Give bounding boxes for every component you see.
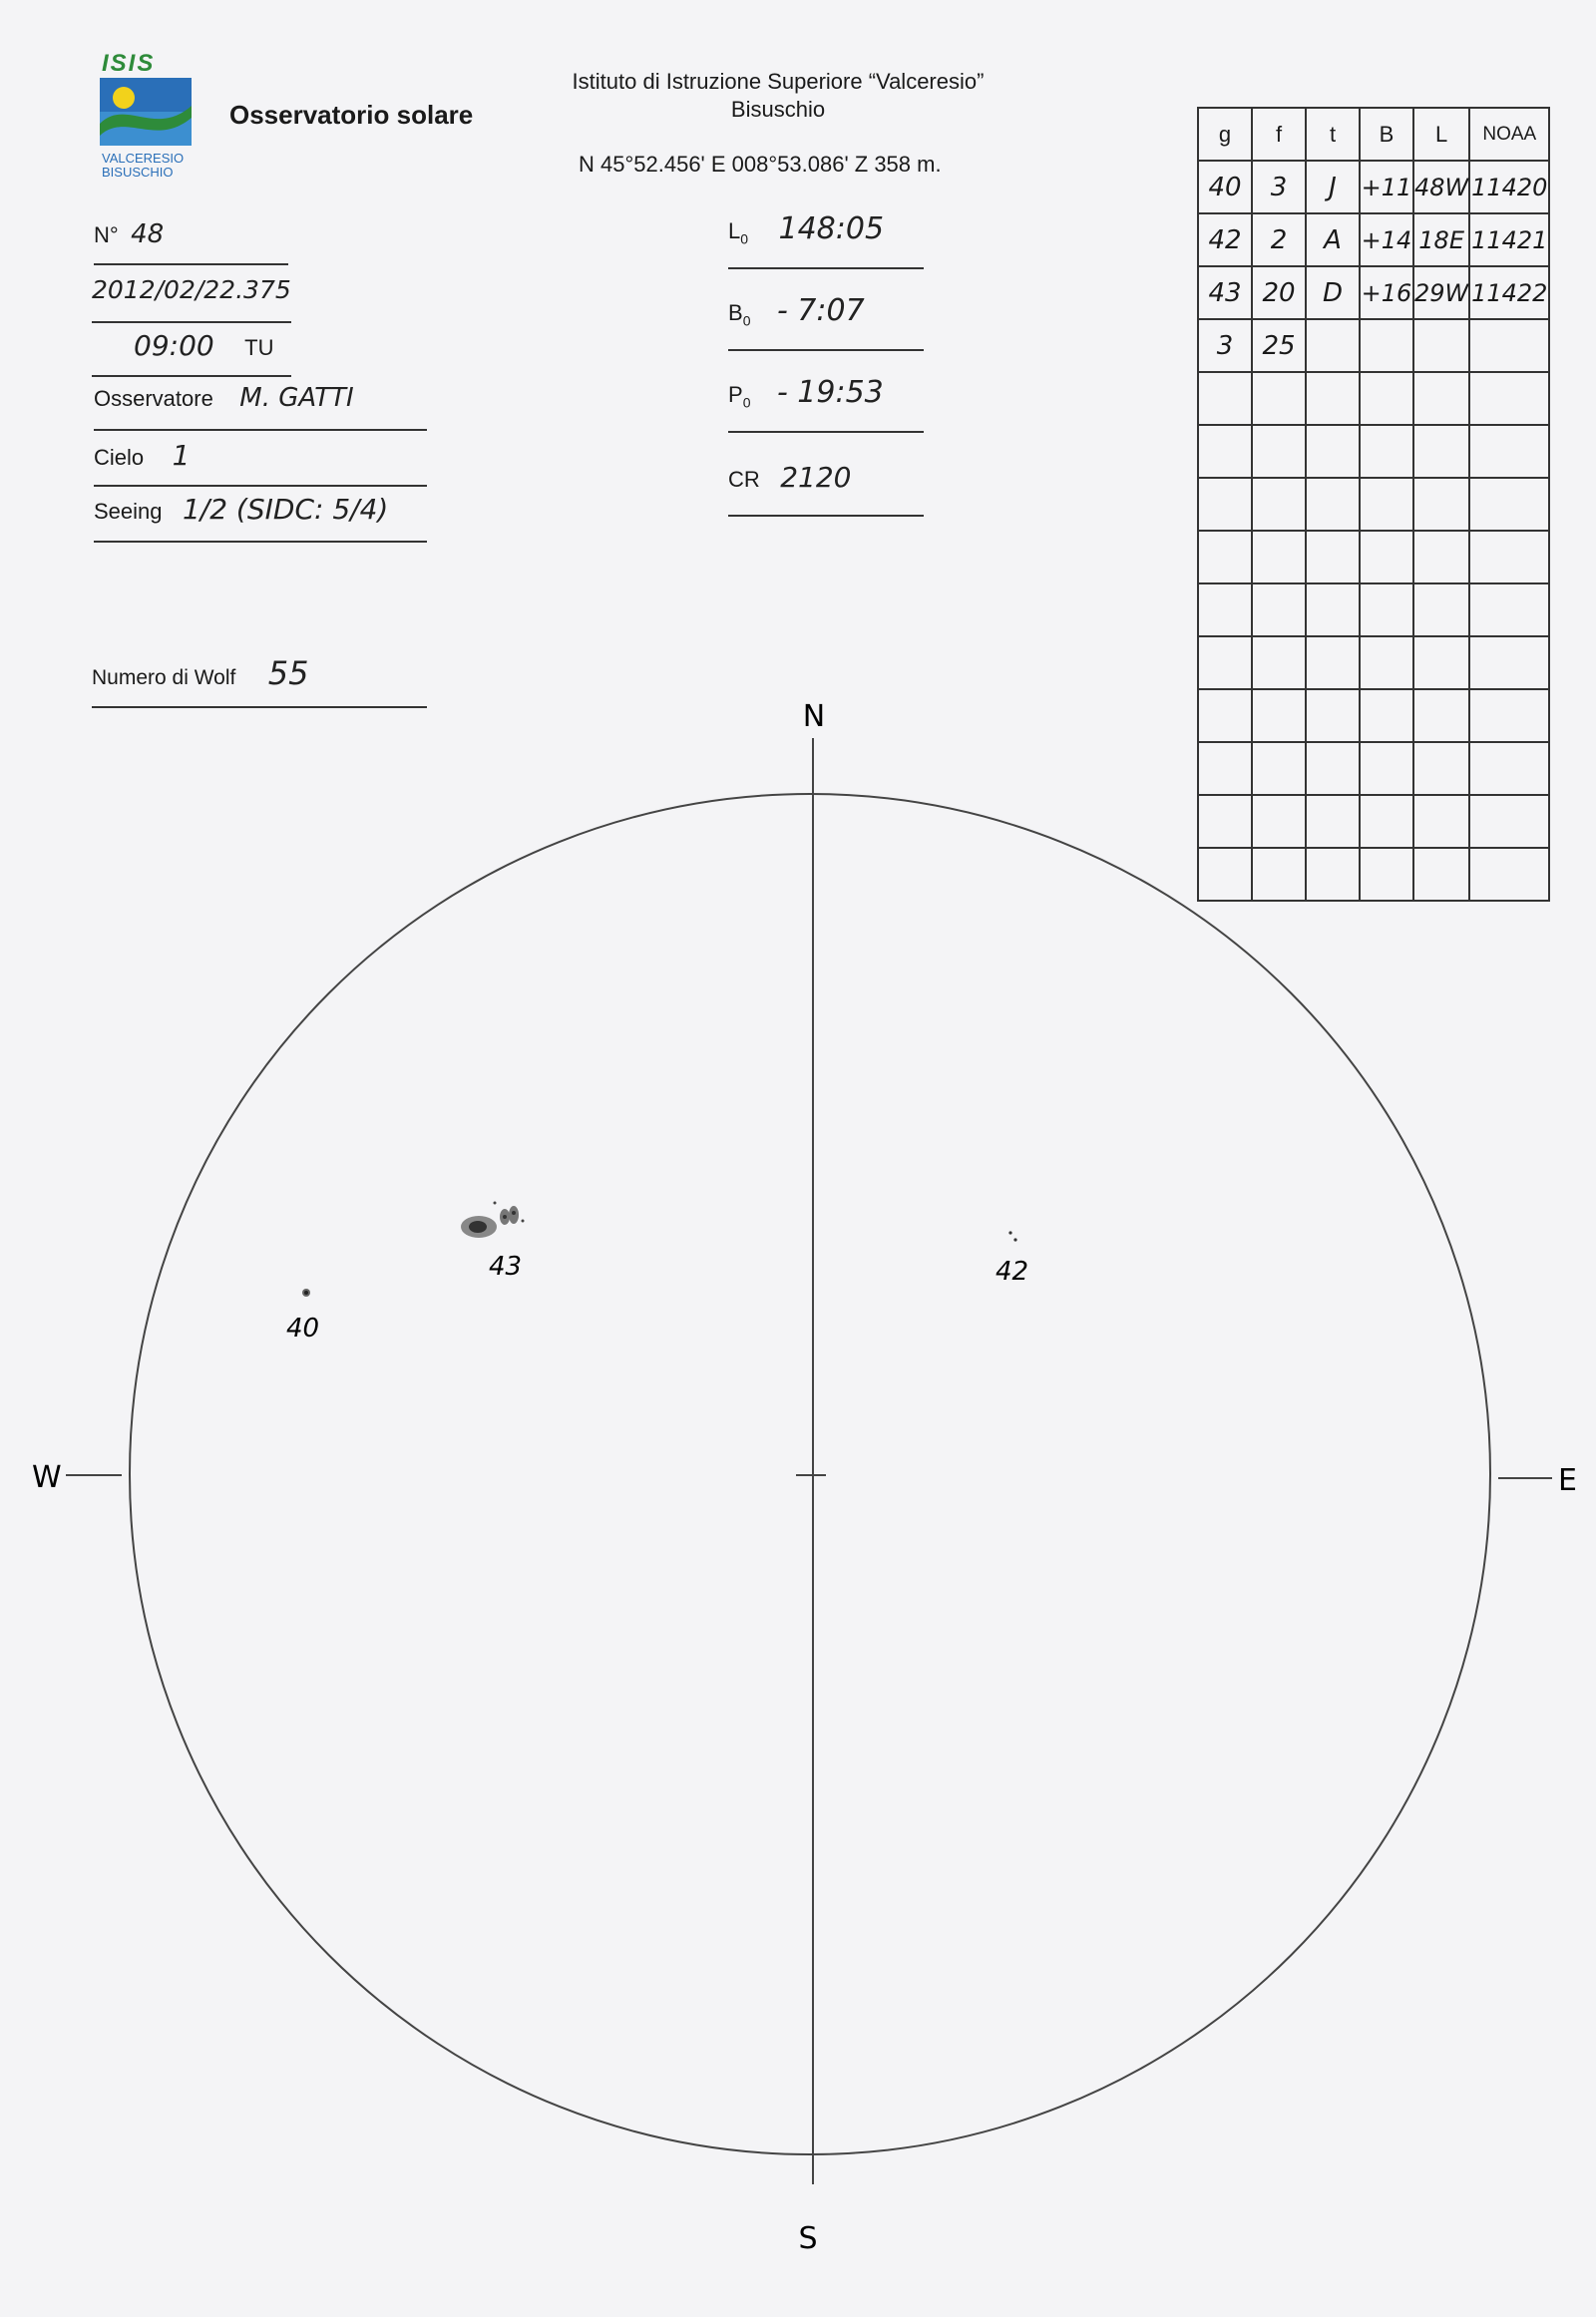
observatory-coordinates: N 45°52.456' E 008°53.086' Z 358 m. — [579, 152, 942, 177]
table-cell: +14 — [1360, 213, 1413, 266]
date-value: 2012/02/22.375 — [92, 275, 291, 304]
table-cell: 29W — [1413, 266, 1469, 319]
table-cell: 2 — [1252, 213, 1306, 266]
table-cell: D — [1306, 266, 1360, 319]
sunspot-group-40 — [302, 1289, 310, 1297]
P0-value: - 19:53 — [776, 375, 884, 410]
table-cell: 40 — [1198, 161, 1252, 213]
header-g: g — [1198, 108, 1252, 161]
CR-value: 2120 — [780, 461, 852, 494]
north-label: N — [802, 699, 826, 734]
table-cell: +16 — [1360, 266, 1413, 319]
table-cell: 11422 — [1469, 266, 1549, 319]
institute-line-1: Istituto di Istruzione Superiore “Valceresio” — [572, 69, 985, 94]
table-cell: 25 — [1252, 319, 1306, 372]
table-cell: 3 — [1252, 161, 1306, 213]
sky-value: 1 — [172, 439, 191, 472]
B0-label: $B_0$ — [728, 300, 751, 329]
table-cell: 20 — [1252, 266, 1306, 319]
wolf-value: 55 — [267, 654, 309, 692]
observer-value: M. GATTI — [239, 383, 354, 413]
L0-label: $L_0$ — [728, 218, 749, 247]
observatory-title: Osservatorio solare — [229, 100, 474, 130]
logo-subtitle-1: VALCERESIO — [102, 151, 185, 166]
table-cell: 11421 — [1469, 213, 1549, 266]
table-cell: 18E — [1413, 213, 1469, 266]
header-t: t — [1306, 108, 1360, 161]
table-cell: 43 — [1198, 266, 1252, 319]
sunspot-group-43 — [461, 1202, 525, 1239]
logo-text: ISIS — [102, 50, 156, 77]
table-cell: A — [1306, 213, 1360, 266]
B0-subscript: 0 — [742, 312, 751, 329]
B0-value: - 7:07 — [776, 293, 865, 328]
header-B: B — [1360, 108, 1413, 161]
header-noaa: NOAA — [1469, 108, 1549, 161]
L0-subscript: 0 — [740, 230, 749, 247]
seeing-value: 1/2 (SIDC: 5/4) — [182, 493, 389, 526]
header-f: f — [1252, 108, 1306, 161]
spot-label-42: 42 — [996, 1257, 1029, 1287]
time-unit: TU — [244, 335, 274, 360]
time-value: 09:00 — [134, 329, 214, 362]
spot-label-43: 43 — [489, 1252, 523, 1282]
table-cell: J — [1306, 161, 1360, 213]
wolf-label: Numero di Wolf — [92, 666, 236, 689]
P0-subscript: 0 — [742, 394, 751, 411]
observer-label: Osservatore — [94, 386, 213, 411]
header-L: L — [1413, 108, 1469, 161]
west-label: W — [32, 1460, 62, 1495]
L0-value: 148:05 — [778, 211, 885, 246]
table-cell: 11420 — [1469, 161, 1549, 213]
P0-label: $P_0$ — [728, 382, 751, 411]
logo-subtitle-2: BISUSCHIO — [102, 165, 174, 180]
sky-label: Cielo — [94, 445, 145, 470]
south-label: S — [798, 2221, 818, 2256]
east-label: E — [1558, 1463, 1577, 1498]
institute-line-2: Bisuschio — [730, 97, 826, 122]
sunspot-group-42 — [1008, 1231, 1016, 1241]
table-cell: 3 — [1198, 319, 1252, 372]
table-cell: 42 — [1198, 213, 1252, 266]
table-cell: +11 — [1360, 161, 1413, 213]
CR-label: CR — [728, 467, 760, 492]
number-value: 48 — [131, 219, 165, 249]
table-cell: 48W — [1413, 161, 1469, 213]
spot-label-40: 40 — [286, 1314, 320, 1344]
seeing-label: Seeing — [94, 499, 163, 524]
number-label: N° — [94, 222, 119, 247]
